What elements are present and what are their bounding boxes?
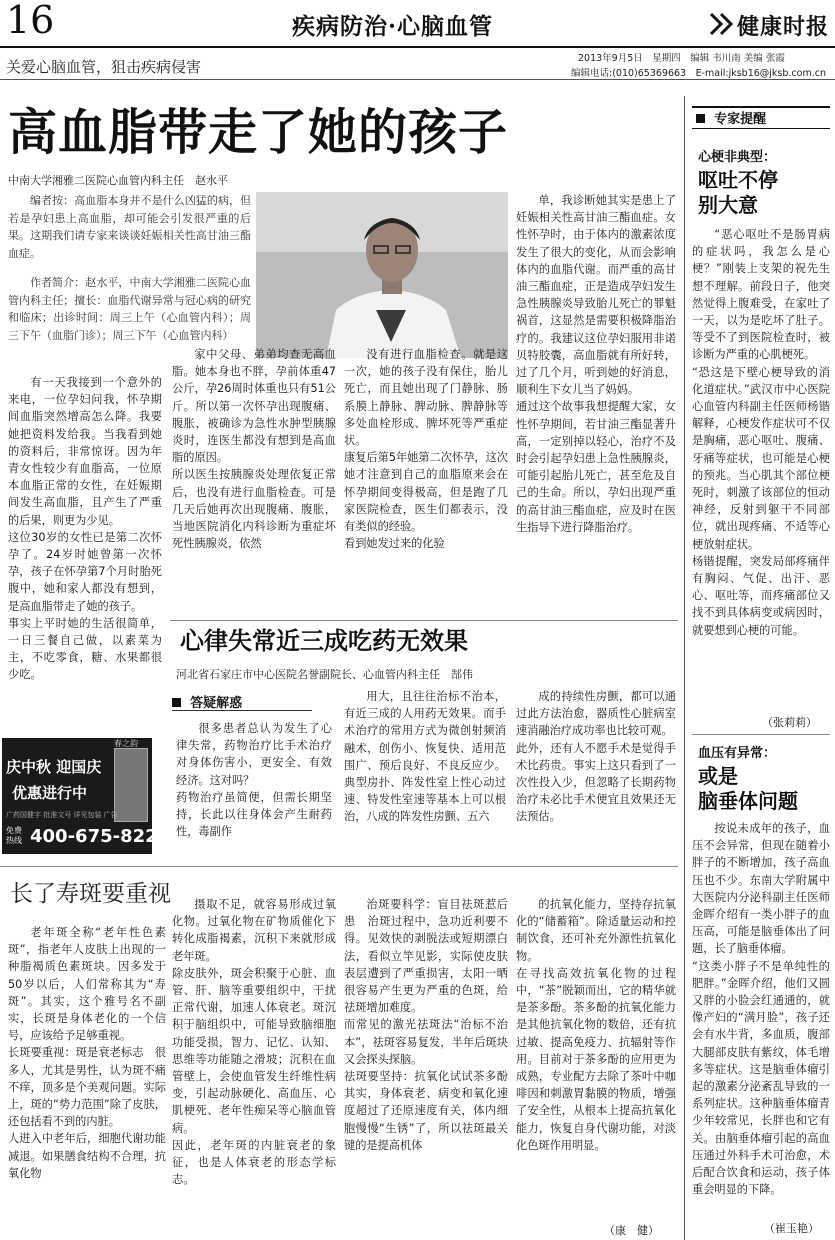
article1-headline: 高血脂带走了她的孩子 xyxy=(8,103,509,161)
author-photo xyxy=(256,192,508,358)
article3-headline: 长了寿斑要重视 xyxy=(10,881,171,907)
sidebar-a2-title-1: 或是 xyxy=(698,764,738,788)
article2-column-c: 成的持续性房颤，都可以通过此方法治愈，器质性心脏病室速消融治疗成功率也比较可观。 此外，还有人不愿手术是觉得手术比药贵。事实上这只看到了一次性投入少，但忽略了长期药物治疗未必比手术便宜且效果还无法预估。 xyxy=(516,690,676,824)
ad-product-box xyxy=(114,748,148,822)
sidebar-a2-body: 按说未成年的孩子，血压不会异常，但现在随着小胖子的不断增加，孩子高血压也不少。东南大学附属中大医院内分泌科副主任医师金晖介绍有一类小胖子的血压高，可能是脑垂体出了问题，长了脑垂体瘤。 “这类小胖子不是单纯性的肥胖。”金晖介绍，他们又圆又胖的小脸会红通通的，就像产妇的“满月脸”，孩子还会有水牛背，多血质，腹部大腿部皮肤有紫纹，体毛增多等症状。这是脑垂体瘤引起的激素分泌紊乱导致的一系列症状。这种脑垂体瘤青少年较常见，长胖也和它有关。由脑垂体瘤引起的高血压通过外科手术可治愈，术后配合饮食和运动，孩子体重会明显的下降。 xyxy=(692,822,830,1197)
ad-hotline-label: 免费热线 xyxy=(6,826,22,845)
newspaper-logo xyxy=(707,10,829,40)
article3-author: （康 健） xyxy=(604,1224,659,1237)
qa-label: 答疑解惑 xyxy=(190,696,243,711)
article3-column-a: 老年斑全称“老年性色素斑”，指老年人皮肤上出现的一种脂褐质色素斑块。因多发于50岁以后，人们常称其为“寿斑”。其实，这个雅号名不副实，长斑是身体老化的一个信号，应该给予足够重视。 长斑要重视：斑是衰老标志 很多人，尤其是男性，认为斑不痛不痒，顶多是个美观问题。实际上，斑的“势力范围”除了皮肤，还包括看不到的内脏。 人进入中老年后，细胞代谢功能减退。如果膳食结构不合理，抗氧化物 xyxy=(8,926,166,1180)
article3-top-rule xyxy=(0,866,678,867)
contact-line: 编辑电话:(010)65369663 E-mail:jksb16@jksb.com.cn xyxy=(571,68,826,79)
sidebar-a1-title-1: 呕吐不停 xyxy=(698,168,778,192)
page-number: 16 xyxy=(6,0,55,42)
article1-column-d: 单，我诊断她其实是患上了妊娠相关性高甘油三酯血症。女性怀孕时，由于体内的激素浓度发生了很大的变化，从而会影响体内的血脂代谢。而严重的高甘油三酯血症，正是造成孕妇发生急性胰腺炎导致胎儿死亡的罪魁祸首，这显然是需要积极降脂治疗的。我建议这位孕妇服用非诺贝特胶囊，高血脂就有所好转，过了几个月，听到她的好消息，顺利生下女儿当了妈妈。 通过这个故事我想提醒大家，女性怀孕期间，若甘油三酯显著升高，一定别掉以轻心，治疗不及时会引起孕妇患上急性胰腺炎，可能引起胎儿死亡，甚至危及自己的生命。所以，孕妇出现严重的高甘油三酯血症，应及时在医生指导下进行降脂治疗。 xyxy=(516,194,676,534)
sidebar-a1-kicker: 心梗非典型： xyxy=(698,150,777,165)
sidebar-header-box xyxy=(692,106,830,129)
article2-top-rule xyxy=(170,620,678,621)
article2-headline: 心律失常近三成吃药无效果 xyxy=(180,626,468,655)
logo-emblem-icon xyxy=(707,10,735,38)
masthead-rule-2 xyxy=(0,79,835,80)
ad-phone-number: 400-675-8228 xyxy=(30,826,171,847)
article3-column-d: 的抗氧化能力，坚持存抗氧化的“储蓄箱”。除适量运动和控制饮食，还可补充外源性抗氧化物。 在寻找高效抗氧化物的过程中，“茶”脱颖而出，它的精华就是茶多酚。茶多酚的抗氧化能力是其他抗氧化物的数倍，还有抗过敏、提高免疫力、抗辐射等作用。目前对于茶多酚的应用更为成熟，专业配方去除了茶叶中咖啡因和刺激胃黏膜的物质，增强了安全性，从根本上提高抗氧化能力，恢复自身代谢功能，对淡化色斑作用明显。 xyxy=(516,898,676,1152)
ad-line-1: 庆中秋 迎国庆 xyxy=(6,758,102,776)
sidebar-rule xyxy=(692,734,830,735)
article2-column-b: 用大，且往往治标不治本，有近三成的人用药无效果。而手术治疗的常用方式为微创射频消融术，创伤小、恢复快、适用范围广、预后良好、不良反应少。典型房扑、阵发性室上性心动过速、特发性室速等基本上可以根治，八成的阵发性房颤、五六 xyxy=(344,690,506,824)
date-line: 2013年9月5日 星期四 编辑 韦川南 美编 张霞 xyxy=(578,53,785,64)
masthead-rule xyxy=(0,46,835,48)
editor-note: 编者按：高血脂本身并不是什么凶猛的病，但若是孕妇患上高血脂，却可能会引发很严重的后果。这期我们请专家来谈谈妊娠相关性高甘油三酯血症。 xyxy=(8,194,251,260)
square-bullet-icon xyxy=(172,698,181,707)
sidebar-a2-title-2: 脑垂体问题 xyxy=(698,789,798,813)
square-bullet-icon xyxy=(696,114,705,123)
article1-column-c: 没有进行血脂检查。就是这一次，她的孩子没有保住，胎儿死亡，而且她出现了门静脉、肠系膜上静脉、脾动脉、脾静脉等多处血栓形成、脾坏死等严重症状。 康复后第5年她第二次怀孕，这次她才注意到自己的血脂原来会在怀孕期间变得极高，但是跑了几家医院检查，医生们都表示，没有类似的经验。 看到她发过来的化验 xyxy=(344,348,508,551)
article1-column-a: 有一天我接到一个意外的来电，一位孕妇问我，怀孕期间血脂突然增高怎么降。我要她把资料发给我。当我看到她的资料后，非常惊讶。因为年青女性较少有血脂高，一位原本血脂正常的女性，在妊娠期间发生高血脂，且产生了严重的后果，则更为少见。 这位30岁的女性已是第二次怀孕了。24岁时她曾第一次怀孕，孩子在怀孕第7个月时胎死腹中，她和家人都没有想到，是高血脂带走了她的孩子。 事实上平时她的生活很简单，一日三餐自己做，以素菜为主，不吃零食，糖、水果都很少吃。 xyxy=(8,376,162,682)
sidebar-header: 专家提醒 xyxy=(714,112,767,127)
sidebar-divider xyxy=(684,96,685,1240)
article1-column-b: 家中父母、弟弟均查无高血脂。她本身也不胖，孕前体重47公斤，孕26周时体重也只有51公斤。所以第一次怀孕出现腹痛、腹胀，被确诊为急性水肿型胰腺炎时，连医生都没有想到是高血脂的原因。 所以医生按胰腺炎处理依复正常后，也没有进行血脂检查。可是几天后她再次出现腹痛、腹胀，当地医院消化内科诊断为重症坏死性胰腺炎，依然 xyxy=(172,348,336,551)
article2-column-a: 很多患者总认为发生了心律失常，药物治疗比手术治疗对身体伤害小，更安全、有效经济。这对吗？ 药物治疗虽简便，但需长期坚持，长此以往身体会产生耐药性，毒副作 xyxy=(176,722,332,839)
article2-byline: 河北省石家庄市中心医院名誉副院长、心血管内科主任 郜伟 xyxy=(176,668,473,681)
logo-text: 健康时报 xyxy=(737,14,830,40)
sidebar-a2-kicker: 血压有异常： xyxy=(698,746,777,761)
article3-column-b: 摄取不足，就容易形成过氧化物。过氧化物在矿物质催化下转化成脂褐素，沉积下来就形成老年斑。 除皮肤外，斑会积聚于心脏、血管、肝、脑等重要组织中，干扰正常代谢，加速人体衰老。斑沉积于脑组织中，可能导致脑细胞功能受损，智力、记忆、认知、思维等功能随之滑坡；沉积在血管壁上，会使血管发生纤维性病变，引起动脉硬化、高血压、心肌梗死、老年性痴呆等心脑血管病。 因此，老年斑的内脏衰老的象征，也是人体衰老的形态学标志。 xyxy=(172,898,336,1187)
sidebar-a2-author: （崔玉艳） xyxy=(764,1222,819,1235)
section-title: 疾病防治·心脑血管 xyxy=(292,13,494,40)
promo-ad xyxy=(2,738,171,854)
qa-label-box xyxy=(172,692,312,711)
slogan: 关爱心脑血管，狙击疾病侵害 xyxy=(6,58,202,76)
author-intro: 作者简介：赵水平，中南大学湘雅二医院心血管内科主任；擅长：血脂代谢异常与冠心病的研究和临床；出诊时间：周三上午（心血管内科）；周三下午（血脂门诊）；周三下午（心血管内科） xyxy=(8,276,251,342)
sidebar-a1-author: （张莉莉） xyxy=(762,716,817,729)
sidebar-a1-title-2: 别大意 xyxy=(698,193,758,217)
article3-column-c: 治斑要科学：盲目祛斑惹后患 治斑过程中，急功近利要不得。见效快的剥脱法或短期漂白法，看似立竿见影，实际使皮肤表层遭到了严重损害，太阳一晒很容易产生更为严重的色斑，给祛斑增加难度。 而常见的激光祛斑法“治标不治本”，祛斑容易复发，半年后斑块又会探头探脑。 祛斑要坚持：抗氧化试试茶多酚 其实，身体衰老、病变和氧化速度超过了还原速度有关，体内细胞慢慢“生锈”了，所以祛斑最关键的是提高机体 xyxy=(344,898,508,1152)
article1-byline: 中南大学湘雅二医院心血管内科主任 赵水平 xyxy=(8,174,228,187)
ad-brand-tag: 春之韵 xyxy=(114,739,138,748)
ad-line-2: 优惠进行中 xyxy=(12,784,88,802)
ad-fine-print: 广药国健字 批准文号 详见包装 广告 xyxy=(6,811,118,819)
sidebar-a1-body: “恶心呕吐不是肠胃病的症状吗，我怎么是心梗？”刚装上支架的祝先生想不理解。前段日子，他突然觉得上腹难受，在家吐了一天，以为是吃坏了肚子。等受不了到医院检查时，被诊断为严重的心肌梗死。 “恐这是下壁心梗导致的消化道症状。”武汉市中心医院心血管内科副主任医师杨锴解释，心梗发作症状可不仅是胸痛，恶心呕吐、腹痛、牙痛等症状，也可能是心梗的预兆。当心肌其个部位梗死时，刺激了该部位的恒动神经，反射到躯干不同部位，就出现疼痛、不适等心梗放射症状。 杨锴提醒，突发局部疼痛伴有胸闷、气促、出汗、恶心、呕吐等，而疼痛部位又找不到具体病变或病因时，就要想到心梗的可能。 xyxy=(692,228,830,637)
